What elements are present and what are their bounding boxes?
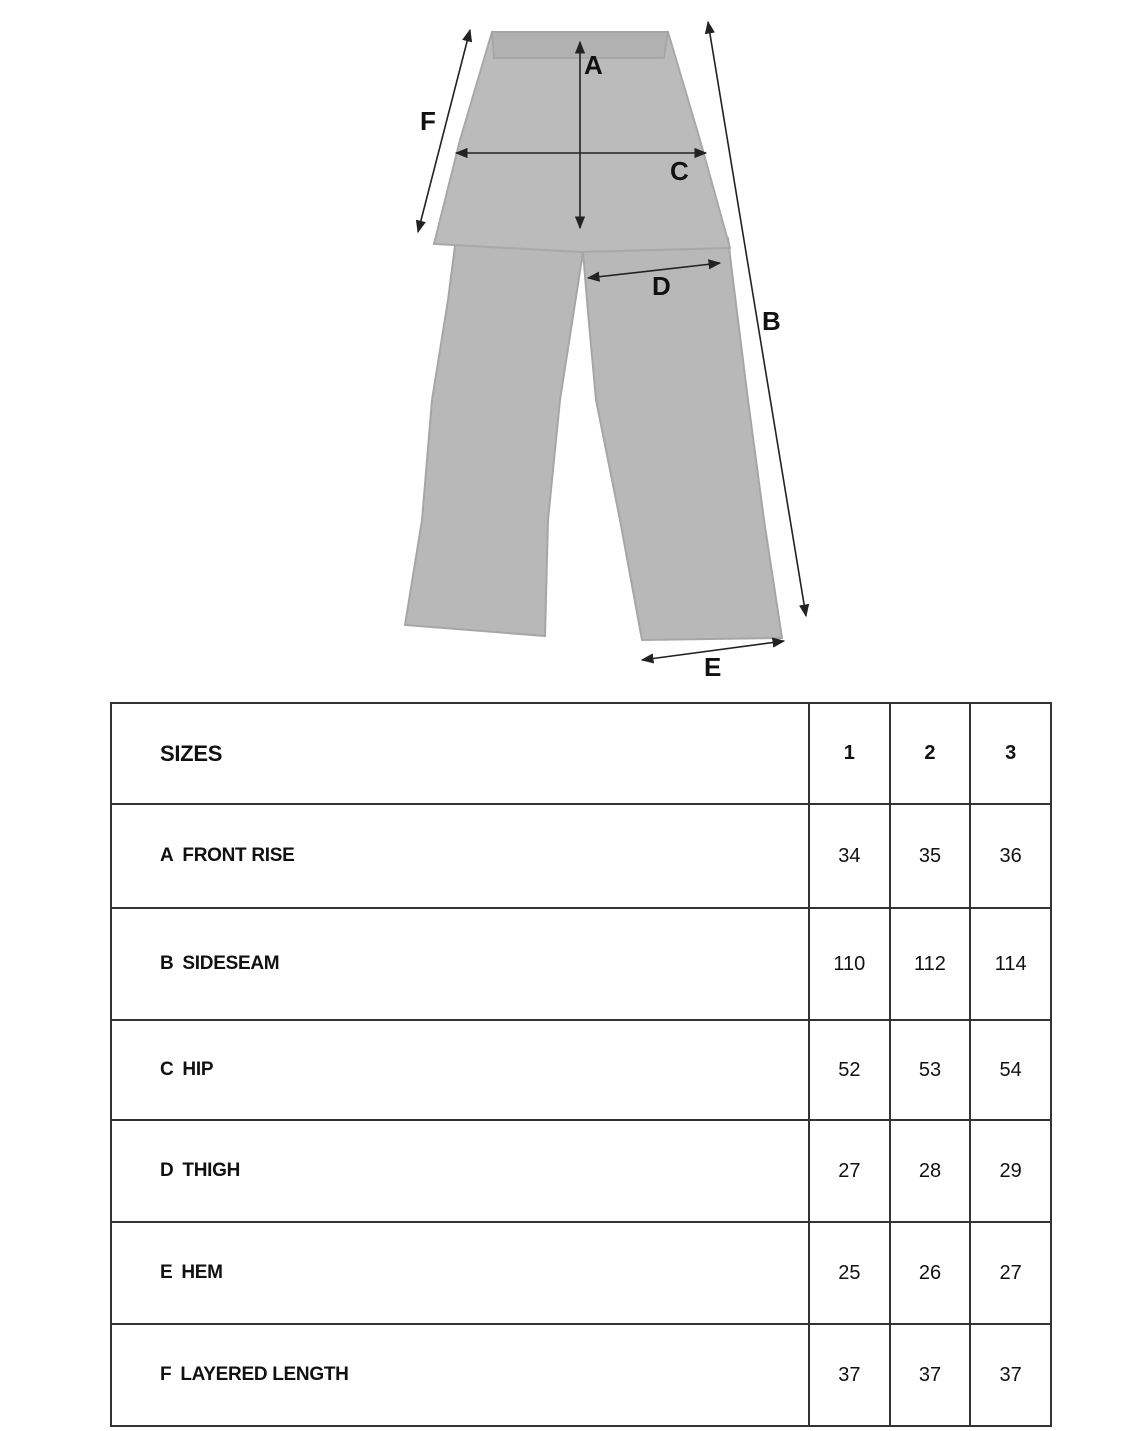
measure-label (111, 1324, 809, 1426)
value-size-1: 25 (809, 1222, 890, 1324)
measure-label (111, 908, 809, 1020)
table-row (111, 1020, 1051, 1120)
value-size-1: 27 (809, 1120, 890, 1222)
sizes-heading: SIZES (111, 703, 809, 804)
size-2-heading: 2 (890, 703, 971, 804)
measure-label (111, 1120, 809, 1222)
table-row (111, 1222, 1051, 1324)
value-size-2: 26 (890, 1222, 971, 1324)
measure-label (111, 1020, 809, 1120)
value-size-3: 54 (970, 1020, 1051, 1120)
value-size-3: 37 (970, 1324, 1051, 1426)
table-row (111, 908, 1051, 1020)
value-size-1: 52 (809, 1020, 890, 1120)
pants-measurement-diagram (0, 0, 1125, 700)
table-row (111, 804, 1051, 908)
measure-label (111, 1222, 809, 1324)
measure-letter: C (160, 1059, 174, 1080)
measure-letter: A (160, 845, 174, 866)
size-chart-table (110, 702, 1052, 1427)
value-size-2: 28 (890, 1120, 971, 1222)
measure-name: SIDESEAM (182, 953, 280, 974)
label-d: D (652, 271, 671, 301)
size-3-heading: 3 (970, 703, 1051, 804)
value-size-3: 114 (970, 908, 1051, 1020)
measure-letter: D (160, 1160, 174, 1181)
label-e: E (704, 652, 722, 682)
value-size-3: 27 (970, 1222, 1051, 1324)
value-size-3: 29 (970, 1120, 1051, 1222)
value-size-2: 35 (890, 804, 971, 908)
size-1-heading: 1 (809, 703, 890, 804)
value-size-3: 36 (970, 804, 1051, 908)
measure-letter: E (160, 1262, 173, 1283)
measure-name: LAYERED LENGTH (180, 1364, 349, 1385)
measure-letter: B (160, 953, 174, 974)
measure-label (111, 804, 809, 908)
label-a: A (584, 50, 603, 80)
value-size-1: 34 (809, 804, 890, 908)
table-row (111, 1120, 1051, 1222)
value-size-2: 112 (890, 908, 971, 1020)
value-size-1: 37 (809, 1324, 890, 1426)
table-row (111, 1324, 1051, 1426)
pants-legs (405, 238, 782, 640)
label-f: F (420, 106, 436, 136)
label-c: C (670, 156, 689, 186)
value-size-2: 53 (890, 1020, 971, 1120)
header-row (111, 703, 1051, 804)
measure-name: HEM (181, 1262, 223, 1283)
measure-name: HIP (182, 1059, 214, 1080)
value-size-1: 110 (809, 908, 890, 1020)
value-size-2: 37 (890, 1324, 971, 1426)
measure-letter: F (160, 1364, 172, 1385)
skirt-layer (434, 32, 730, 252)
measure-name: THIGH (182, 1160, 241, 1181)
measure-name: FRONT RISE (182, 845, 295, 866)
label-b: B (762, 306, 781, 336)
